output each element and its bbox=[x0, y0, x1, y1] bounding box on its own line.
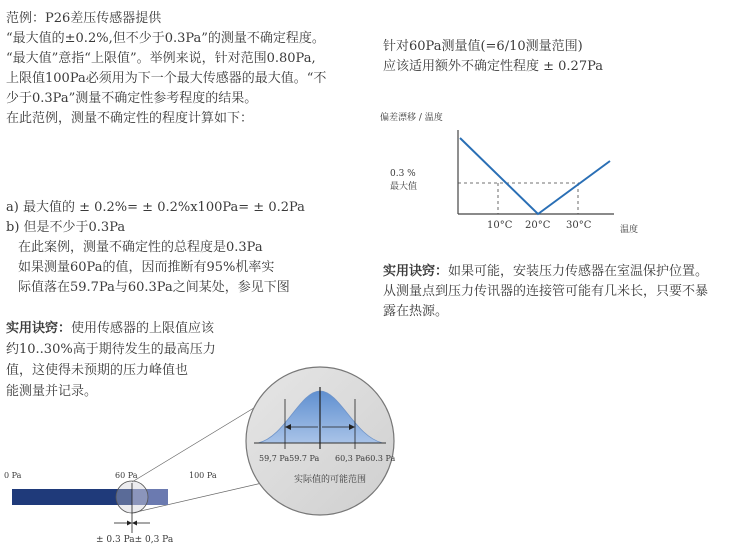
calculation bbox=[6, 198, 305, 298]
intro-line: 上限值100Pa必须用为下一个最大传感器的最大值。“不 bbox=[6, 71, 327, 86]
tip-right bbox=[383, 262, 708, 322]
tip-left-label: 实用诀窍： bbox=[6, 321, 72, 336]
calc-detail: 如果测量60Pa的值，因而推断有95%机率实 bbox=[18, 260, 275, 275]
max-label: 最大值 bbox=[390, 182, 418, 192]
drift-xlabel: 温度 bbox=[620, 225, 639, 235]
calc-detail: 际值落在59.7Pa与60.3Pa之间某处，参见下图 bbox=[18, 280, 290, 295]
magnifier-caption: 实际值的可能范围 bbox=[294, 475, 367, 485]
calc-detail: 在此案例，测量不确定性的总程度是0.3Pa bbox=[18, 240, 263, 255]
tip-left-line: 约10..30%高于期待发生的最高压力 bbox=[6, 342, 216, 357]
tolerance-label: ± 0.3 Pa± 0,3 Pa bbox=[96, 535, 174, 545]
tip-left-line: 能测量并记录。 bbox=[6, 384, 98, 399]
intro-line: “最大值的±0.2%,但不少于0.3Pa”的测量不确定程度。 bbox=[6, 31, 325, 46]
label-low: 59,7 Pa59.7 Pa bbox=[259, 454, 320, 463]
calc-line-a: a) 最大值的 ± 0.2%= ± 0.2%x100Pa= ± 0.2Pa bbox=[6, 200, 305, 215]
intro-paragraph bbox=[6, 9, 326, 129]
range-diagram bbox=[0, 365, 420, 555]
tip-right-label: 实用诀窍： bbox=[383, 264, 449, 279]
right-note bbox=[383, 37, 603, 77]
drift-diagram bbox=[378, 108, 678, 238]
right-note-line: 针对60Pa测量值(=6/10测量范围) bbox=[383, 39, 583, 54]
tip-right-text: 如果可能，安装压力传感器在室温保护位置。 bbox=[448, 264, 709, 279]
intro-line: 少于0.3Pa”测量不确定性参考程度的结果。 bbox=[6, 91, 258, 106]
intro-line: 在此范例，测量不确定性的程度计算如下： bbox=[6, 111, 254, 126]
bar-label-0: 0 Pa bbox=[4, 471, 22, 480]
tolerance-arrow-right-head bbox=[132, 521, 137, 526]
bar-fill bbox=[12, 489, 132, 505]
drift-ylabel: 偏差漂移 / 温度 bbox=[380, 113, 443, 123]
tip-right-line: 露在热源。 bbox=[383, 304, 449, 319]
bar-label-60: 60 Pa bbox=[115, 471, 138, 480]
max-label: 0.3 % bbox=[390, 169, 416, 179]
right-note-line: 应该适用额外不确定性程度 ± 0.27Pa bbox=[383, 59, 604, 74]
drift-curve bbox=[460, 138, 610, 214]
tolerance-arrow-left-head bbox=[127, 521, 132, 526]
bar-label-100: 100 Pa bbox=[189, 471, 217, 480]
intro-line: 范例：P26差压传感器提供 bbox=[6, 11, 162, 26]
tip-right-line: 从测量点到压力传讯器的连接管可能有几米长，只要不暴 bbox=[383, 284, 709, 299]
tick-label: 10°C bbox=[487, 220, 513, 231]
tip-left-text: 使用传感器的上限值应该 bbox=[71, 321, 215, 336]
tip-left-line: 值，这使得未预期的压力峰值也 bbox=[6, 363, 189, 378]
label-high: 60,3 Pa60.3 Pa bbox=[335, 454, 396, 463]
tick-label: 20°C bbox=[525, 220, 551, 231]
intro-line: “最大值”意指“上限值”。举例来说，针对范围0.80Pa, bbox=[6, 51, 316, 66]
calc-line-b: b) 但是不少于0.3Pa bbox=[6, 220, 126, 235]
tick-label: 30°C bbox=[566, 220, 592, 231]
